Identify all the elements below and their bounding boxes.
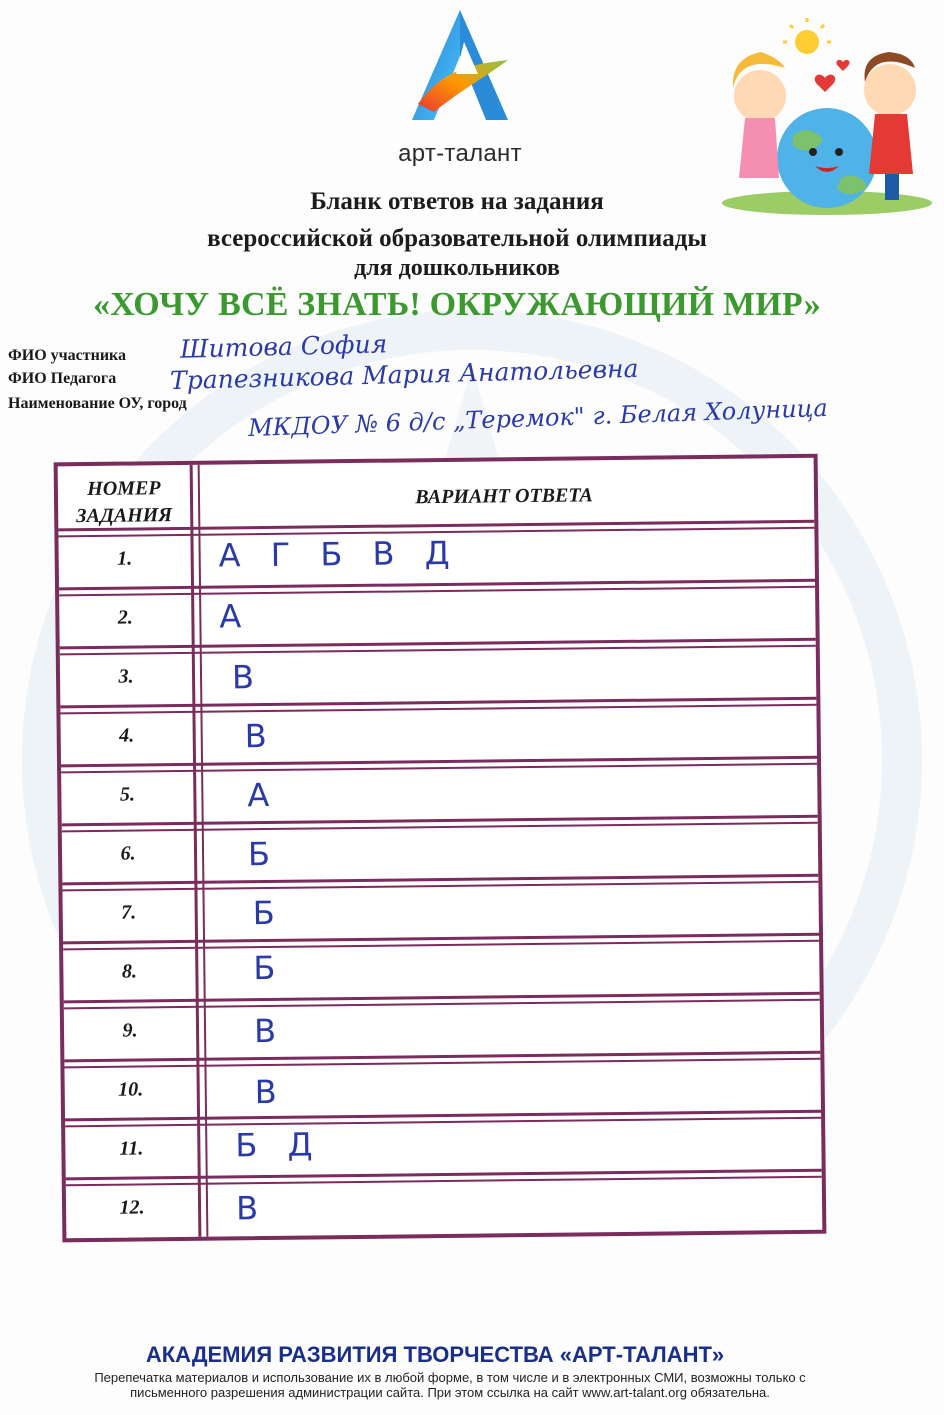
answer-cell[interactable]: Б bbox=[253, 948, 286, 988]
organization-value: МКДОУ № 6 д/с „Теремок" г. Белая Холуница bbox=[247, 393, 829, 443]
answer-cell[interactable]: Б bbox=[247, 834, 281, 874]
answer-cell[interactable]: Б Д bbox=[235, 1125, 323, 1165]
participant-value: Шитова София bbox=[179, 329, 388, 364]
footer-note-line-2: письменного разрешения администрации сайта. При этом ссылка на сайт www.art-talant.org обязательна. bbox=[130, 1385, 770, 1400]
olympiad-title: «ХОЧУ ВСЁ ЗНАТЬ! ОКРУЖАЮЩИЙ МИР» bbox=[93, 286, 821, 323]
art-talant-logo-icon bbox=[404, 8, 516, 126]
task-number: 12. bbox=[119, 1196, 145, 1219]
row-divider bbox=[64, 992, 820, 1004]
row-divider bbox=[60, 697, 816, 709]
answer-cell[interactable]: А bbox=[247, 775, 280, 815]
participant-label: ФИО участника bbox=[8, 347, 127, 364]
brand-name: арт-талант bbox=[398, 140, 522, 167]
answer-cell[interactable]: А bbox=[219, 597, 252, 636]
row-divider bbox=[63, 933, 819, 945]
row-divider bbox=[64, 1051, 820, 1063]
footer-note bbox=[25, 1370, 875, 1400]
row-divider bbox=[65, 1110, 821, 1122]
form-title-line-3: для дошкольников bbox=[354, 255, 560, 281]
footer-note-line-1: Перепечатка материалов и использование их в любой форме, в том числе и в электронных СМИ, возможны только с bbox=[94, 1370, 806, 1385]
task-number: 7. bbox=[121, 901, 137, 924]
task-number: 3. bbox=[118, 665, 134, 688]
task-number: 1. bbox=[117, 547, 133, 570]
column-header-number-line2: ЗАДАНИЯ bbox=[76, 504, 173, 528]
answer-cell[interactable]: В bbox=[254, 1072, 287, 1112]
task-number: 4. bbox=[119, 724, 135, 747]
task-number: 8. bbox=[121, 960, 138, 983]
answer-cell[interactable]: В bbox=[244, 716, 277, 756]
answer-cell[interactable]: В bbox=[235, 1189, 269, 1228]
column-header-number bbox=[58, 475, 191, 530]
answer-cell[interactable]: А Г Б В Д bbox=[218, 533, 460, 575]
row-divider bbox=[62, 874, 818, 886]
row-divider bbox=[61, 756, 817, 768]
form-title-line-2: всероссийской образовательной олимпиады bbox=[207, 225, 707, 252]
task-number: 9. bbox=[122, 1019, 138, 1042]
answer-cell[interactable]: В bbox=[231, 658, 265, 697]
row-divider bbox=[66, 1169, 822, 1181]
answer-table-frame bbox=[54, 454, 827, 1243]
row-divider bbox=[59, 579, 815, 591]
answer-cell[interactable]: В bbox=[253, 1011, 287, 1051]
column-header-number-line1: НОМЕР bbox=[87, 477, 161, 501]
row-divider bbox=[60, 638, 816, 650]
answer-table bbox=[54, 454, 835, 1243]
task-number: 5. bbox=[119, 783, 135, 806]
form-title-line-1: Бланк ответов на задания bbox=[310, 188, 604, 215]
organization-label: Наименование ОУ, город bbox=[8, 395, 187, 412]
task-number: 2. bbox=[117, 606, 133, 629]
footer-title: АКАДЕМИЯ РАЗВИТИЯ ТВОРЧЕСТВА «АРТ-ТАЛАНТ» bbox=[145, 1342, 725, 1367]
answer-cell[interactable]: Б bbox=[252, 893, 285, 933]
teacher-label: ФИО Педагога bbox=[8, 370, 117, 387]
task-number: 6. bbox=[120, 842, 136, 865]
column-header-answer: ВАРИАНТ ОТВЕТА bbox=[415, 484, 593, 509]
row-divider bbox=[62, 815, 818, 827]
task-number: 10. bbox=[118, 1078, 144, 1101]
teacher-value: Трапезникова Мария Анатольевна bbox=[169, 353, 639, 396]
task-number: 11. bbox=[119, 1137, 144, 1160]
